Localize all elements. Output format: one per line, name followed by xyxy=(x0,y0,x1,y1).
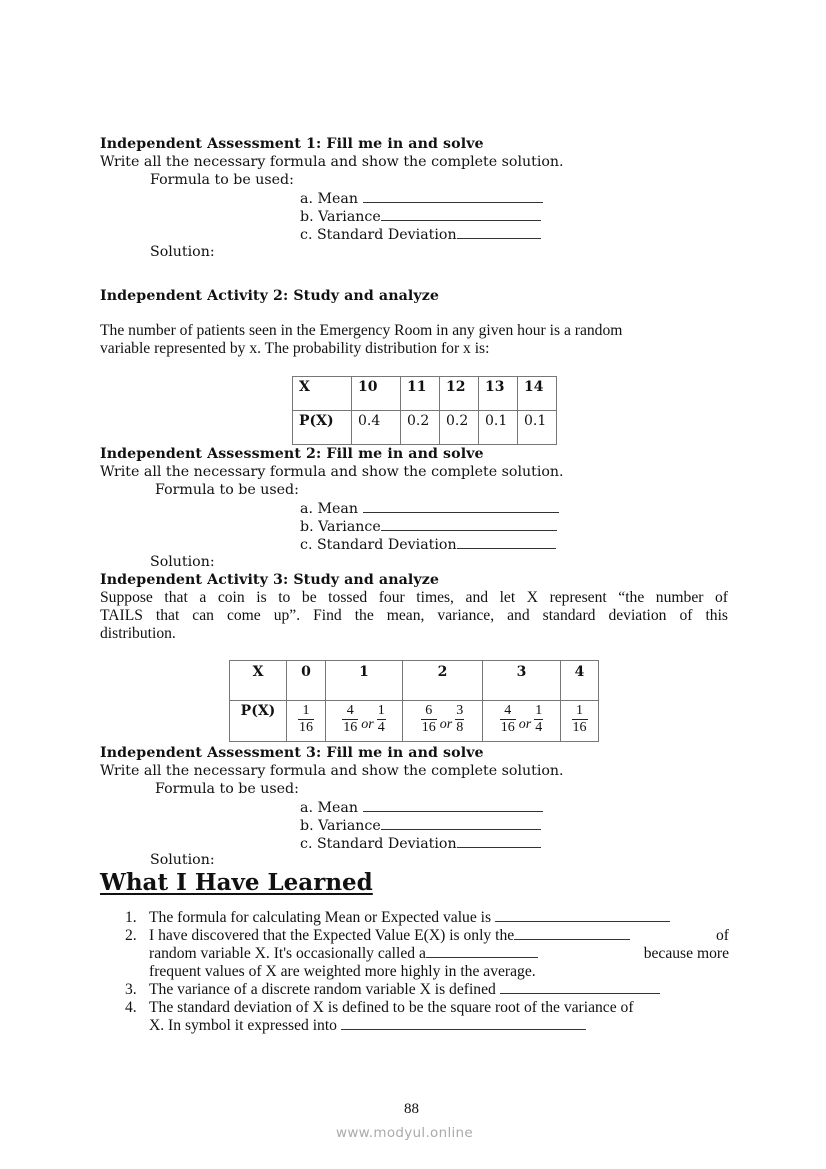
learned-item-number: 1. xyxy=(125,909,137,926)
assessment3-instruction: Write all the necessary formula and show the complete solution. xyxy=(100,763,564,779)
expected-value-blank[interactable] xyxy=(514,927,630,940)
table-cell-x: 0 xyxy=(287,661,326,701)
assessment1-mean-item: a. Mean xyxy=(300,190,543,207)
fraction: $\frac{1}{16}$ xyxy=(299,703,313,735)
learned-item-number: 2. xyxy=(125,927,137,944)
sd-answer-blank[interactable] xyxy=(457,226,541,239)
assessment1-variance-item: b. Variance xyxy=(300,208,541,225)
sd-symbol-blank[interactable] xyxy=(341,1017,586,1030)
activity2-paragraph-line1: The number of patients seen in the Emergency Room in any given hour is a random xyxy=(100,322,623,339)
variance-answer-blank[interactable] xyxy=(381,817,541,830)
table-cell-x: 4 xyxy=(561,661,599,701)
fraction: $\frac{1}{4}$ xyxy=(377,703,385,735)
table-cell-x: 3 xyxy=(483,661,561,701)
activity3-paragraph-line2: TAILS that can come up”. Find the mean, variance, and standard deviation of this xyxy=(100,607,728,624)
assessment2-variance-item: b. Variance xyxy=(300,518,557,535)
table-cell-x: 10 xyxy=(352,377,401,411)
table-cell-px xyxy=(287,701,326,742)
section-title-what-i-have-learned: What I Have Learned xyxy=(100,869,373,896)
fraction: $\frac{6}{16}$ xyxy=(421,703,436,735)
assessment1-sd-item: c. Standard Deviation xyxy=(300,226,541,243)
assessment2-solution-label: Solution: xyxy=(150,554,215,570)
table-cell-px: 0.1 xyxy=(479,411,518,445)
assessment2-sd-item: c. Standard Deviation xyxy=(300,536,556,553)
table-cell-x: 14 xyxy=(518,377,557,411)
fraction: $\frac{1}{4}$ xyxy=(535,703,543,735)
activity3-paragraph-line1: Suppose that a coin is to be tossed four times, and let X represent “the number of xyxy=(100,589,728,606)
table-cell-px: $\frac{6}{16}$ or $\frac{3}{8}$ xyxy=(403,701,483,742)
assessment1-formula-label: Formula to be used: xyxy=(150,172,294,188)
table-cell-px xyxy=(561,701,599,742)
table-header-px: P(X) xyxy=(230,701,287,742)
assessment2-heading: Independent Assessment 2: Fill me in and solve xyxy=(100,446,484,462)
variance-answer-blank[interactable] xyxy=(381,518,557,531)
assessment3-heading: Independent Assessment 3: Fill me in and solve xyxy=(100,745,484,761)
table-cell-px: 0.2 xyxy=(401,411,440,445)
table-cell-px: 0.4 xyxy=(352,411,401,445)
learned-item-2-line3: frequent values of X are weighted more highly in the average. xyxy=(149,963,536,980)
mean-answer-blank[interactable] xyxy=(363,500,559,513)
coin-toss-distribution-table xyxy=(229,660,599,742)
learned-item-2-line1: I have discovered that the Expected Value E(X) is only the of xyxy=(149,927,729,944)
table-cell-px: $\frac{4}{16}$ or $\frac{1}{4}$ xyxy=(483,701,561,742)
assessment1-solution-label: Solution: xyxy=(150,244,215,260)
learned-item-3: The variance of a discrete random variable X is defined xyxy=(149,981,660,999)
activity2-paragraph-line2: variable represented by x. The probability distribution for x is: xyxy=(100,340,490,357)
fraction: $\frac{4}{16}$ xyxy=(500,703,515,735)
fraction: $\frac{1}{16}$ xyxy=(572,703,587,735)
assessment2-mean-item: a. Mean xyxy=(300,500,559,517)
learned-item-1: The formula for calculating Mean or Expected value is xyxy=(149,909,670,927)
table-header-x: X xyxy=(230,661,287,701)
fraction: $\frac{4}{16}$ xyxy=(343,703,358,735)
table-header-px: P(X) xyxy=(293,411,352,445)
assessment3-mean-item: a. Mean xyxy=(300,799,543,816)
watermark: www.modyul.online xyxy=(336,1125,474,1141)
activity2-heading: Independent Activity 2: Study and analyze xyxy=(100,288,440,304)
fraction: $\frac{3}{8}$ xyxy=(456,703,464,735)
assessment2-instruction: Write all the necessary formula and show the complete solution. xyxy=(100,464,564,480)
table-cell-px: $\frac{4}{16}$ or $\frac{1}{4}$ xyxy=(326,701,403,742)
assessment2-formula-label: Formula to be used: xyxy=(155,482,299,498)
table-header-x: X xyxy=(293,377,352,411)
table-cell-x: 12 xyxy=(440,377,479,411)
table-cell-x: 13 xyxy=(479,377,518,411)
table-cell-x: 1 xyxy=(326,661,403,701)
expected-value-formula-blank[interactable] xyxy=(495,909,670,922)
table-cell-x: 2 xyxy=(403,661,483,701)
activity3-paragraph-line3: distribution. xyxy=(100,625,176,642)
page-number: 88 xyxy=(404,1101,419,1117)
learned-item-number: 4. xyxy=(125,999,137,1016)
assessment1-instruction: Write all the necessary formula and show the complete solution. xyxy=(100,154,564,170)
activity3-heading: Independent Activity 3: Study and analyze xyxy=(100,572,440,588)
weighted-average-blank[interactable] xyxy=(426,945,538,958)
table-cell-px: 0.2 xyxy=(440,411,479,445)
assessment3-solution-label: Solution: xyxy=(150,852,215,868)
mean-answer-blank[interactable] xyxy=(363,799,543,812)
mean-answer-blank[interactable] xyxy=(363,190,543,203)
learned-item-4-line2: X. In symbol it expressed into xyxy=(149,1017,586,1035)
assessment3-variance-item: b. Variance xyxy=(300,817,541,834)
learned-item-number: 3. xyxy=(125,981,137,998)
sd-answer-blank[interactable] xyxy=(457,536,556,549)
variance-definition-blank[interactable] xyxy=(500,981,660,994)
assessment1-heading: Independent Assessment 1: Fill me in and solve xyxy=(100,136,484,152)
er-patients-distribution-table xyxy=(292,376,557,445)
table-cell-x: 11 xyxy=(401,377,440,411)
learned-item-4-line1: The standard deviation of X is defined to be the square root of the variance of xyxy=(149,999,634,1016)
variance-answer-blank[interactable] xyxy=(381,208,541,221)
assessment3-sd-item: c. Standard Deviation xyxy=(300,835,541,852)
sd-answer-blank[interactable] xyxy=(457,835,541,848)
table-cell-px: 0.1 xyxy=(518,411,557,445)
learned-item-2-line2: random variable X. It's occasionally called a because more xyxy=(149,945,729,962)
assessment3-formula-label: Formula to be used: xyxy=(155,781,299,797)
